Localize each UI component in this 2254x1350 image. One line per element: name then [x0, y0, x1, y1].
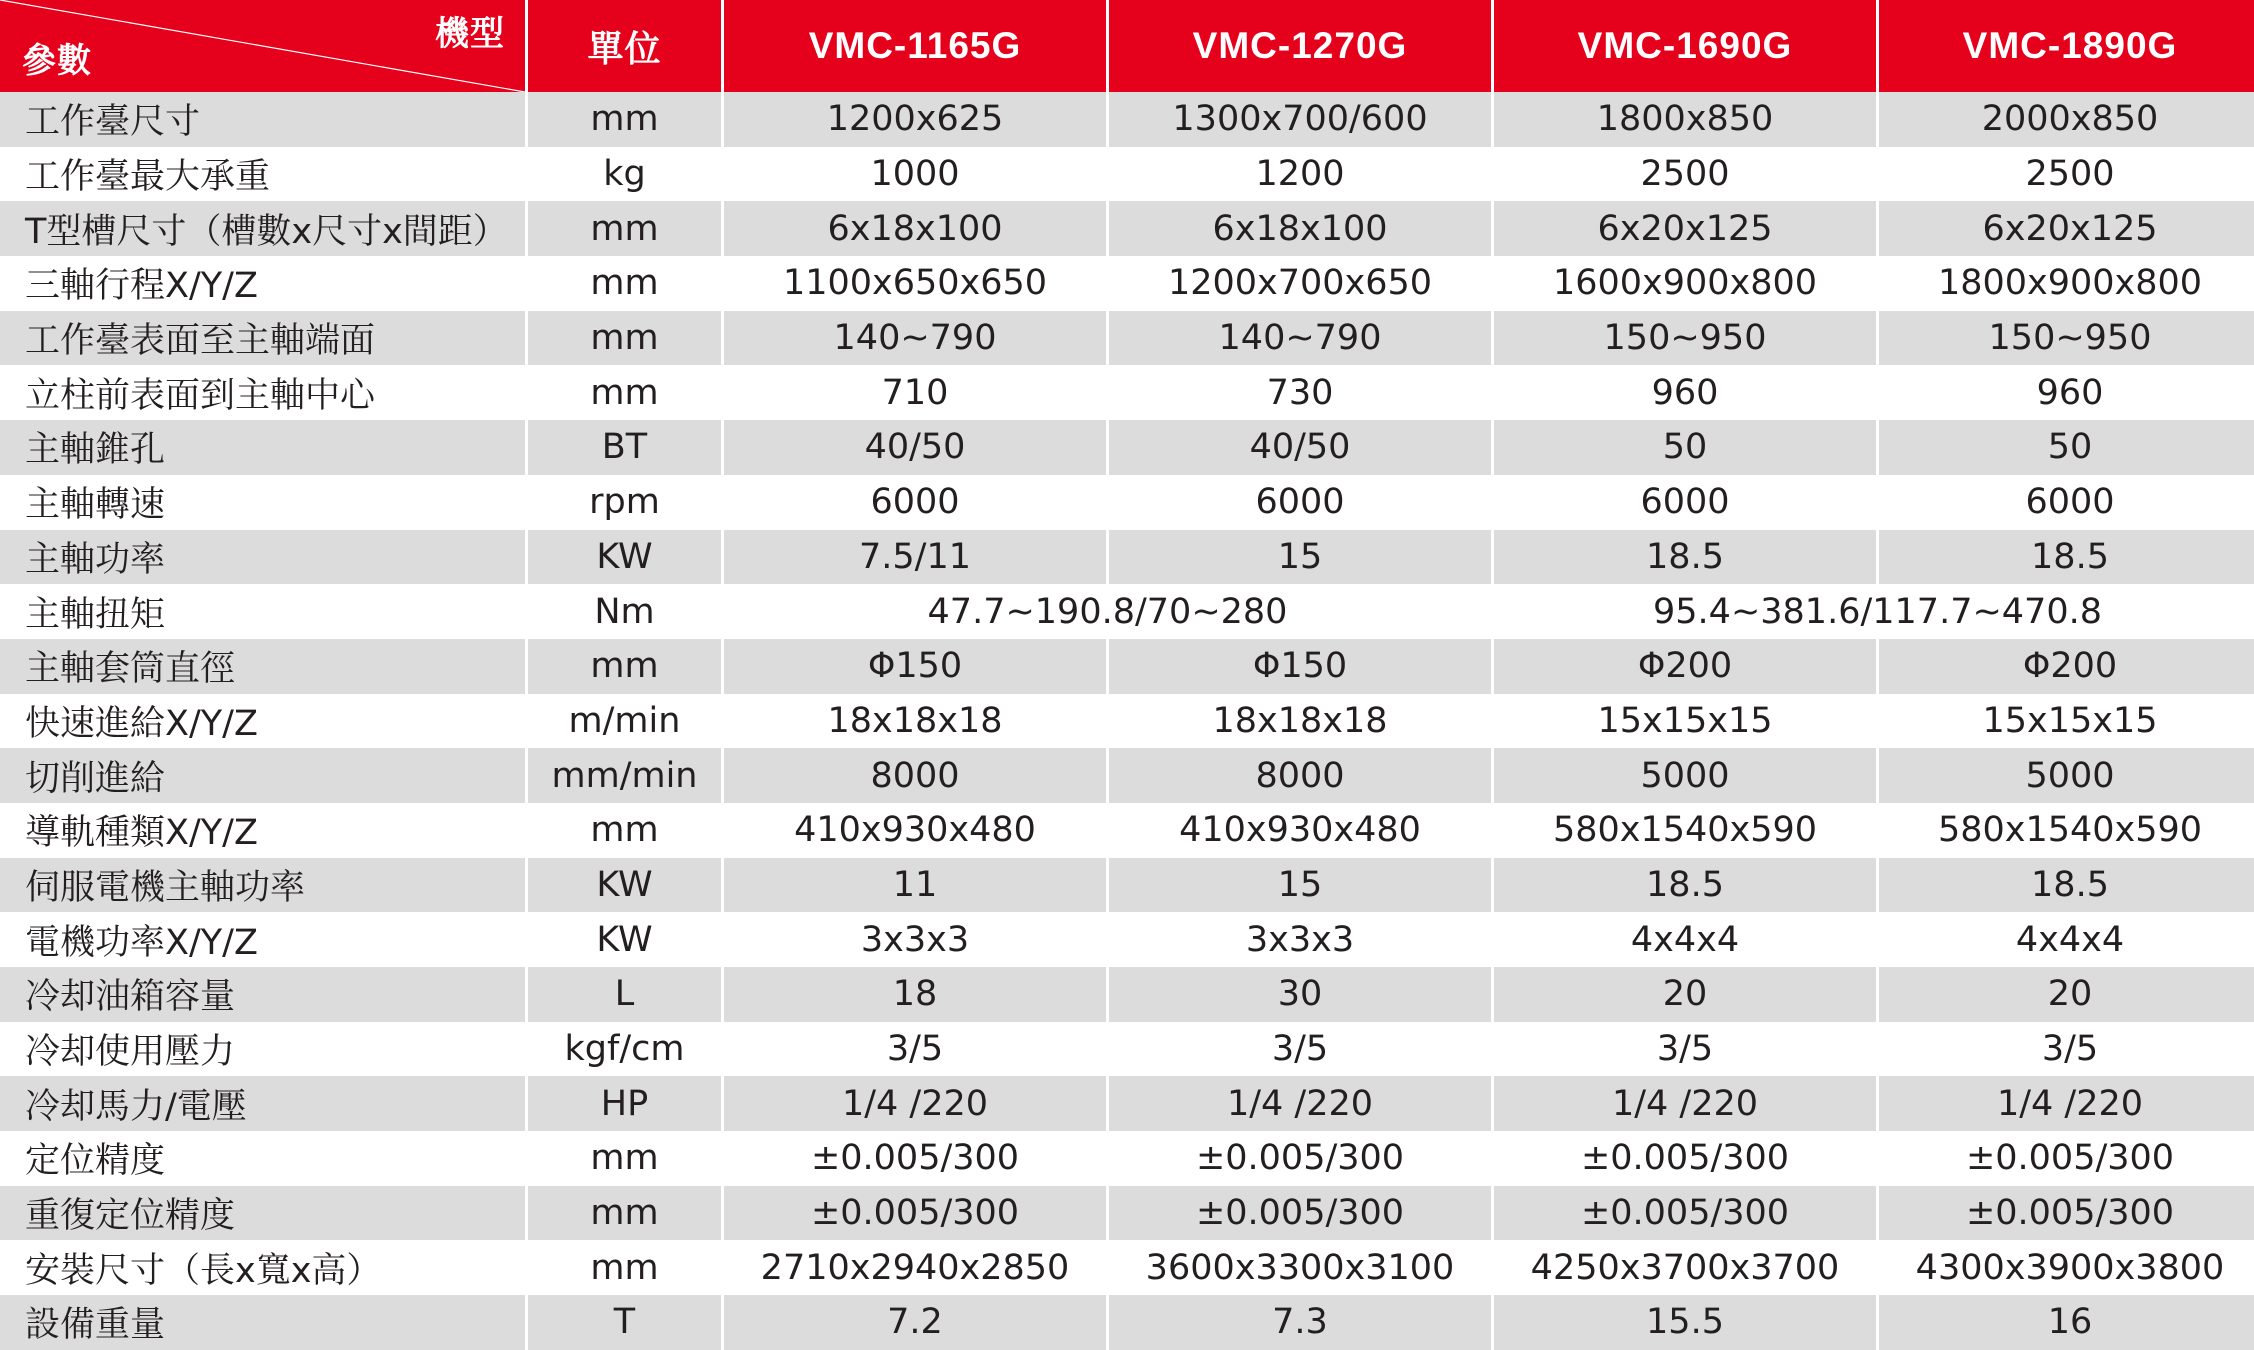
unit-cell: mm — [528, 803, 721, 858]
value-cell: 3x3x3 — [724, 912, 1106, 967]
value-cell: 50 — [1494, 420, 1876, 475]
param-cell: 冷却馬力/電壓 — [0, 1076, 525, 1131]
merged-value-cell: 95.4~381.6/117.7~470.8 — [1494, 584, 2254, 639]
table-row — [0, 475, 2254, 530]
value-cell: 6x18x100 — [1109, 201, 1491, 256]
unit-cell: Nm — [528, 584, 721, 639]
table-row — [0, 639, 2254, 694]
value-cell: 40/50 — [724, 420, 1106, 475]
value-cell: 18.5 — [1494, 858, 1876, 913]
value-cell: ±0.005/300 — [1494, 1131, 1876, 1186]
value-cell: 140~790 — [724, 311, 1106, 366]
value-cell: 3/5 — [1494, 1022, 1876, 1077]
table-row — [0, 530, 2254, 585]
param-cell: 冷却使用壓力 — [0, 1022, 525, 1077]
unit-cell: mm — [528, 92, 721, 147]
table-row — [0, 858, 2254, 913]
table-row — [0, 1131, 2254, 1186]
table-row — [0, 311, 2254, 366]
value-cell: 3x3x3 — [1109, 912, 1491, 967]
value-cell: 6x20x125 — [1879, 201, 2254, 256]
param-cell: 電機功率X/Y/Z — [0, 912, 525, 967]
param-cell: 冷却油箱容量 — [0, 967, 525, 1022]
value-cell: 15x15x15 — [1494, 694, 1876, 749]
value-cell: Φ150 — [724, 639, 1106, 694]
unit-cell: mm — [528, 365, 721, 420]
param-cell: 切削進給 — [0, 748, 525, 803]
value-cell: 710 — [724, 365, 1106, 420]
table-row — [0, 92, 2254, 147]
table-row — [0, 912, 2254, 967]
value-cell: 6x18x100 — [724, 201, 1106, 256]
value-cell: 4x4x4 — [1494, 912, 1876, 967]
value-cell: 1/4 /220 — [1494, 1076, 1876, 1131]
table-row — [0, 420, 2254, 475]
value-cell: 3/5 — [1109, 1022, 1491, 1077]
param-cell: 導軌種類X/Y/Z — [0, 803, 525, 858]
value-cell: 4250x3700x3700 — [1494, 1240, 1876, 1295]
unit-header: 單位 — [528, 0, 721, 92]
unit-cell: mm — [528, 1186, 721, 1241]
value-cell: 18x18x18 — [724, 694, 1106, 749]
model-header: VMC-1690G — [1494, 0, 1876, 92]
unit-cell: KW — [528, 858, 721, 913]
value-cell: 40/50 — [1109, 420, 1491, 475]
unit-cell: mm — [528, 639, 721, 694]
param-cell: 工作臺表面至主軸端面 — [0, 311, 525, 366]
unit-cell: KW — [528, 530, 721, 585]
param-cell: 主軸功率 — [0, 530, 525, 585]
model-header: VMC-1270G — [1109, 0, 1491, 92]
table-row — [0, 365, 2254, 420]
corner-label-model: 機型 — [435, 14, 505, 54]
value-cell: 1800x900x800 — [1879, 256, 2254, 311]
param-cell: 設備重量 — [0, 1295, 525, 1350]
param-cell: 工作臺最大承重 — [0, 147, 525, 202]
param-cell: 伺服電機主軸功率 — [0, 858, 525, 913]
unit-cell: mm — [528, 1131, 721, 1186]
value-cell: 6000 — [1109, 475, 1491, 530]
value-cell: 11 — [724, 858, 1106, 913]
value-cell: 6000 — [724, 475, 1106, 530]
table-row — [0, 256, 2254, 311]
value-cell: 18.5 — [1494, 530, 1876, 585]
value-cell: 1200x700x650 — [1109, 256, 1491, 311]
unit-cell: KW — [528, 912, 721, 967]
value-cell: 960 — [1494, 365, 1876, 420]
value-cell: 1100x650x650 — [724, 256, 1106, 311]
param-cell: 主軸錐孔 — [0, 420, 525, 475]
value-cell: 7.5/11 — [724, 530, 1106, 585]
table-row — [0, 1076, 2254, 1131]
unit-cell: mm/min — [528, 748, 721, 803]
value-cell: Φ200 — [1494, 639, 1876, 694]
value-cell: 410x930x480 — [1109, 803, 1491, 858]
unit-cell: mm — [528, 1240, 721, 1295]
value-cell: 7.2 — [724, 1295, 1106, 1350]
value-cell: 16 — [1879, 1295, 2254, 1350]
param-cell: 主軸轉速 — [0, 475, 525, 530]
unit-cell: HP — [528, 1076, 721, 1131]
value-cell: 1800x850 — [1494, 92, 1876, 147]
value-cell: ±0.005/300 — [1109, 1131, 1491, 1186]
unit-cell: BT — [528, 420, 721, 475]
value-cell: 8000 — [1109, 748, 1491, 803]
unit-cell: mm — [528, 201, 721, 256]
value-cell: 1300x700/600 — [1109, 92, 1491, 147]
param-cell: 主軸扭矩 — [0, 584, 525, 639]
value-cell: 580x1540x590 — [1494, 803, 1876, 858]
value-cell: 5000 — [1494, 748, 1876, 803]
value-cell: 1/4 /220 — [724, 1076, 1106, 1131]
spec-body — [0, 92, 2254, 1350]
corner-label-param: 參數 — [22, 41, 92, 81]
model-header: VMC-1890G — [1879, 0, 2254, 92]
value-cell: 960 — [1879, 365, 2254, 420]
table-row — [0, 1186, 2254, 1241]
value-cell: 2500 — [1494, 147, 1876, 202]
value-cell: 1200 — [1109, 147, 1491, 202]
table-row — [0, 147, 2254, 202]
table-row — [0, 584, 2254, 639]
value-cell: ±0.005/300 — [724, 1186, 1106, 1241]
model-header: VMC-1165G — [724, 0, 1106, 92]
value-cell: 15.5 — [1494, 1295, 1876, 1350]
value-cell: 1/4 /220 — [1879, 1076, 2254, 1131]
unit-cell: kg — [528, 147, 721, 202]
value-cell: 15 — [1109, 858, 1491, 913]
value-cell: ±0.005/300 — [1494, 1186, 1876, 1241]
param-cell: 快速進給X/Y/Z — [0, 694, 525, 749]
value-cell: 410x930x480 — [724, 803, 1106, 858]
table-row — [0, 1022, 2254, 1077]
value-cell: ±0.005/300 — [1879, 1131, 2254, 1186]
table-row — [0, 967, 2254, 1022]
value-cell: 580x1540x590 — [1879, 803, 2254, 858]
value-cell: 18.5 — [1879, 858, 2254, 913]
unit-cell: rpm — [528, 475, 721, 530]
value-cell: 15x15x15 — [1879, 694, 2254, 749]
param-cell: 安裝尺寸（長x寬x高） — [0, 1240, 525, 1295]
param-cell: 立柱前表面到主軸中心 — [0, 365, 525, 420]
value-cell: 1/4 /220 — [1109, 1076, 1491, 1131]
value-cell: 150~950 — [1494, 311, 1876, 366]
value-cell: 4300x3900x3800 — [1879, 1240, 2254, 1295]
param-cell: T型槽尺寸（槽數x尺寸x間距） — [0, 201, 525, 256]
value-cell: 6x20x125 — [1494, 201, 1876, 256]
value-cell: 15 — [1109, 530, 1491, 585]
table-row — [0, 201, 2254, 256]
value-cell: 3/5 — [724, 1022, 1106, 1077]
value-cell: 18x18x18 — [1109, 694, 1491, 749]
value-cell: 3/5 — [1879, 1022, 2254, 1077]
param-cell: 定位精度 — [0, 1131, 525, 1186]
value-cell: 2500 — [1879, 147, 2254, 202]
corner-header-cell — [0, 0, 525, 92]
value-cell: 18 — [724, 967, 1106, 1022]
value-cell: 18.5 — [1879, 530, 2254, 585]
unit-cell: mm — [528, 256, 721, 311]
value-cell: ±0.005/300 — [724, 1131, 1106, 1186]
table-row — [0, 803, 2254, 858]
value-cell: 5000 — [1879, 748, 2254, 803]
header-row — [0, 0, 2254, 92]
param-cell: 重復定位精度 — [0, 1186, 525, 1241]
table-row — [0, 748, 2254, 803]
value-cell: ±0.005/300 — [1879, 1186, 2254, 1241]
merged-value-cell: 47.7~190.8/70~280 — [724, 584, 1491, 639]
value-cell: 8000 — [724, 748, 1106, 803]
value-cell: 20 — [1494, 967, 1876, 1022]
value-cell: Φ150 — [1109, 639, 1491, 694]
value-cell: Φ200 — [1879, 639, 2254, 694]
unit-cell: mm — [528, 311, 721, 366]
value-cell: 2710x2940x2850 — [724, 1240, 1106, 1295]
value-cell: 730 — [1109, 365, 1491, 420]
value-cell: 1200x625 — [724, 92, 1106, 147]
value-cell: 20 — [1879, 967, 2254, 1022]
table-row — [0, 1295, 2254, 1350]
unit-cell: T — [528, 1295, 721, 1350]
unit-cell: L — [528, 967, 721, 1022]
value-cell: ±0.005/300 — [1109, 1186, 1491, 1241]
unit-cell: kgf/cm — [528, 1022, 721, 1077]
value-cell: 1000 — [724, 147, 1106, 202]
value-cell: 50 — [1879, 420, 2254, 475]
value-cell: 150~950 — [1879, 311, 2254, 366]
unit-cell: m/min — [528, 694, 721, 749]
param-cell: 三軸行程X/Y/Z — [0, 256, 525, 311]
value-cell: 4x4x4 — [1879, 912, 2254, 967]
value-cell: 6000 — [1879, 475, 2254, 530]
table-row — [0, 694, 2254, 749]
value-cell: 7.3 — [1109, 1295, 1491, 1350]
table-row — [0, 1240, 2254, 1295]
value-cell: 1600x900x800 — [1494, 256, 1876, 311]
param-cell: 主軸套筒直徑 — [0, 639, 525, 694]
param-cell: 工作臺尺寸 — [0, 92, 525, 147]
value-cell: 30 — [1109, 967, 1491, 1022]
value-cell: 6000 — [1494, 475, 1876, 530]
value-cell: 140~790 — [1109, 311, 1491, 366]
value-cell: 2000x850 — [1879, 92, 2254, 147]
value-cell: 3600x3300x3100 — [1109, 1240, 1491, 1295]
